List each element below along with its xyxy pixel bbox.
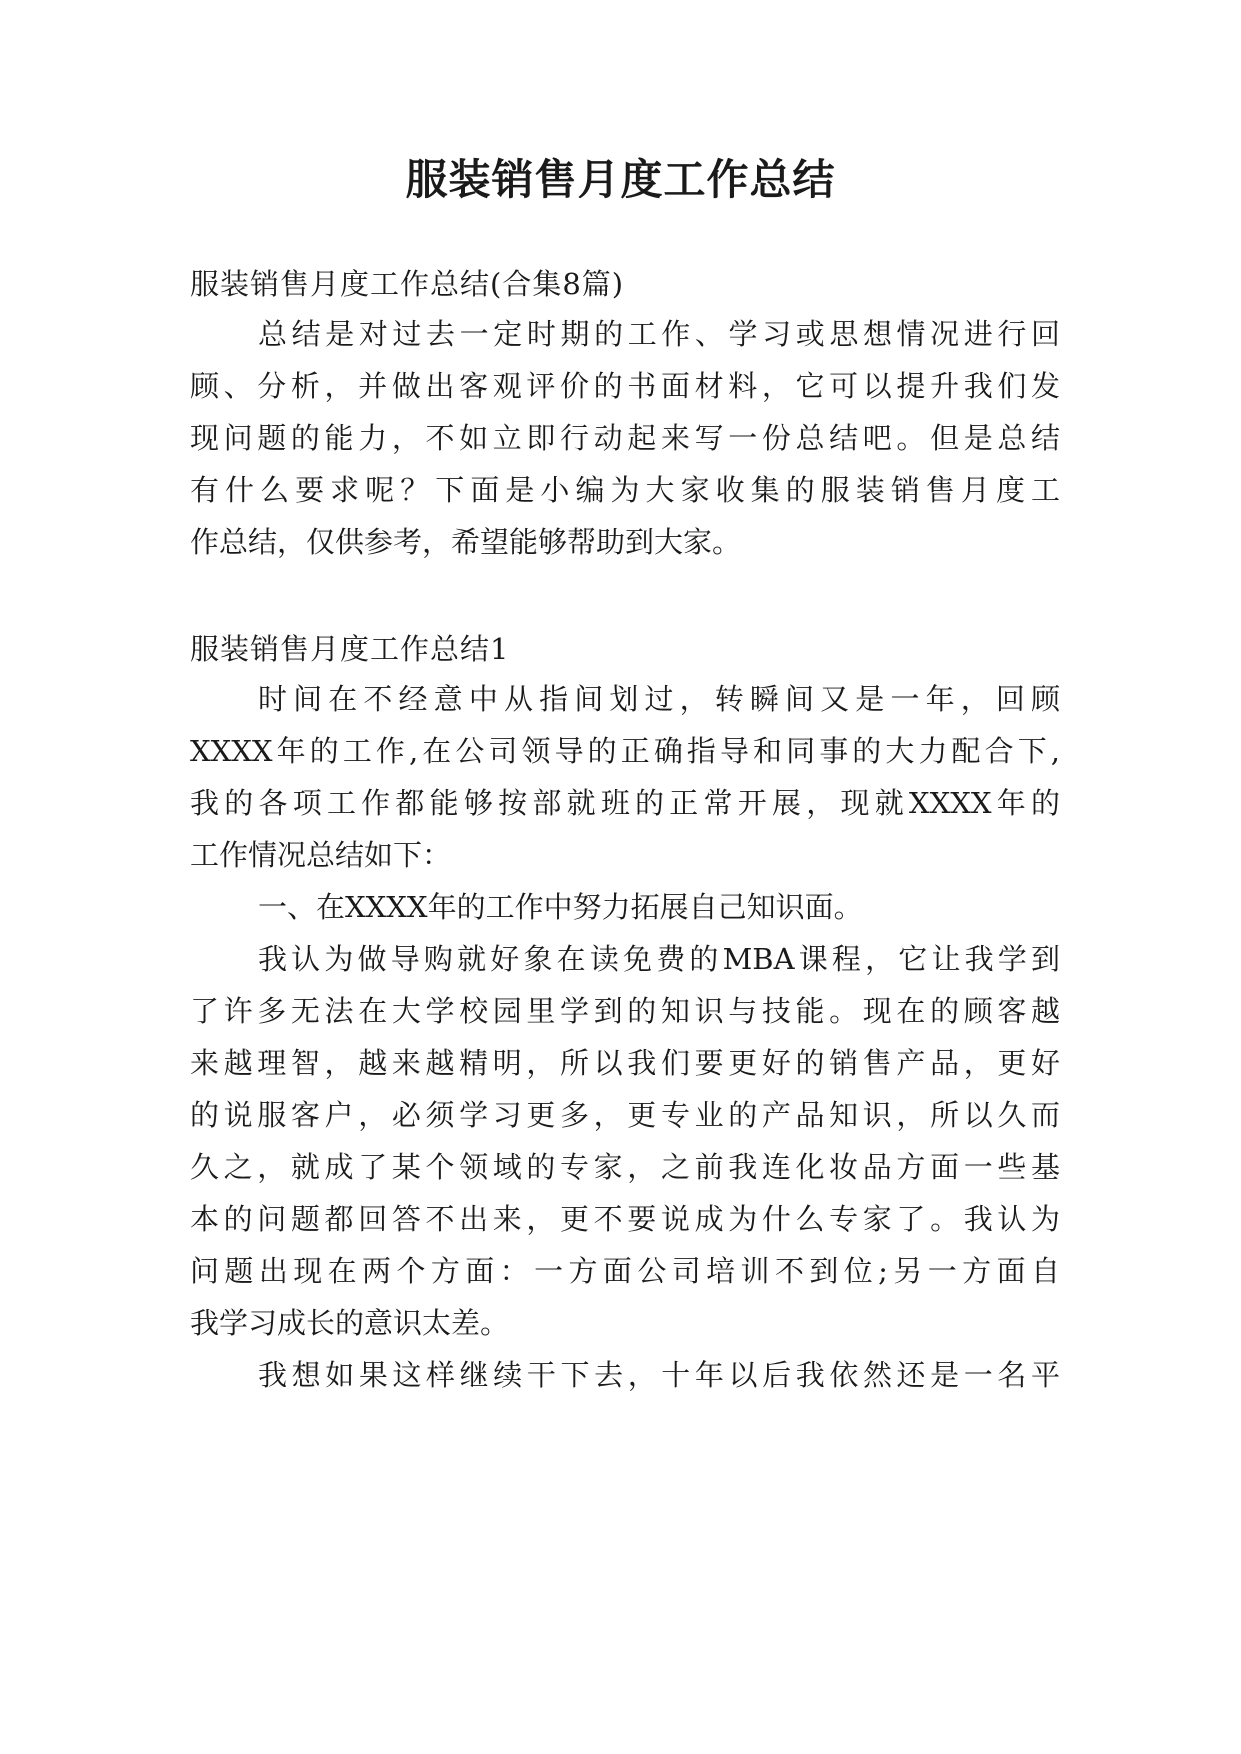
- section1-line-3: 我的各项工作都能够按部就班的正常开展，现就XXXX年的: [190, 786, 1060, 820]
- section1-line-4: 工作情况总结如下：: [190, 838, 452, 872]
- section1-line-12: 问题出现在两个方面：一方面公司培训不到位;另一方面自: [190, 1254, 1060, 1288]
- intro-line-5: 作总结，仅供参考，希望能够帮助到大家。: [190, 525, 742, 559]
- intro-line-3: 现问题的能力，不如立即行动起来写一份总结吧。但是总结: [190, 421, 1060, 455]
- document-title: 服装销售月度工作总结: [405, 155, 836, 204]
- section1-line-8: 来越理智，越来越精明，所以我们要更好的销售产品，更好: [190, 1046, 1060, 1080]
- section1-line-11: 本的问题都回答不出来，更不要说成为什么专家了。我认为: [190, 1202, 1060, 1236]
- document-subtitle: 服装销售月度工作总结(合集8篇): [190, 267, 625, 301]
- section1-line-2: XXXX年的工作,在公司领导的正确指导和同事的大力配合下,: [190, 734, 1060, 768]
- section1-line-10: 久之，就成了某个领域的专家，之前我连化妆品方面一些基: [190, 1150, 1060, 1184]
- intro-line-2: 顾、分析，并做出客观评价的书面材料，它可以提升我们发: [190, 369, 1060, 403]
- intro-line-1: 总结是对过去一定时期的工作、学习或思想情况进行回: [258, 317, 1060, 351]
- section1-line-13: 我学习成长的意识太差。: [190, 1306, 510, 1340]
- section1-line-9: 的说服客户，必须学习更多，更专业的产品知识，所以久而: [190, 1098, 1060, 1132]
- section1-line-6: 我认为做导购就好象在读免费的MBA课程，它让我学到: [258, 942, 1060, 976]
- section1-heading: 服装销售月度工作总结1: [190, 632, 510, 666]
- section1-line-1: 时间在不经意中从指间划过，转瞬间又是一年，回顾: [258, 682, 1060, 716]
- section1-line-7: 了许多无法在大学校园里学到的知识与技能。现在的顾客越: [190, 994, 1060, 1028]
- intro-line-4: 有什么要求呢？下面是小编为大家收集的服装销售月度工: [190, 473, 1060, 507]
- section1-line-5: 一、在XXXX年的工作中努力拓展自己知识面。: [258, 890, 863, 924]
- section1-line-14: 我想如果这样继续干下去，十年以后我依然还是一名平: [258, 1358, 1060, 1392]
